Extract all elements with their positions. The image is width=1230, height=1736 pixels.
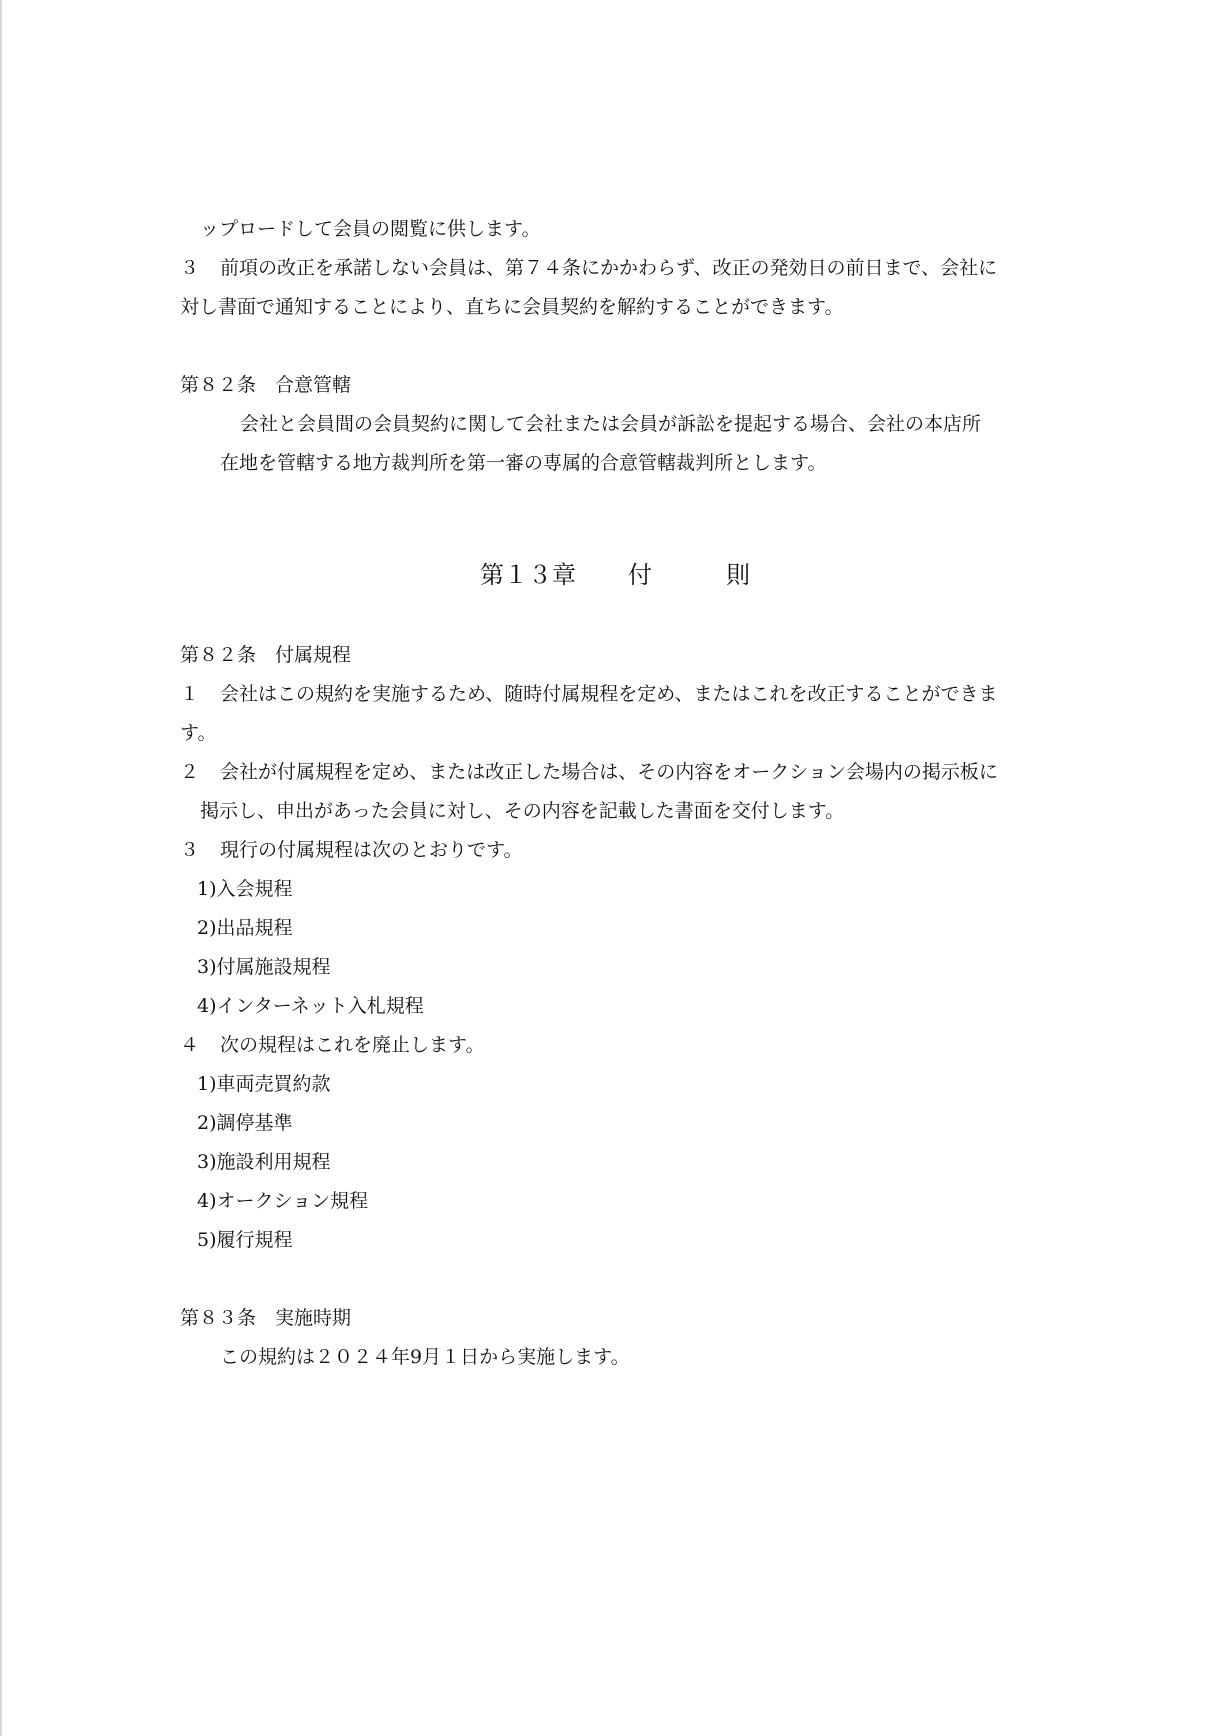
continued-text-line: ップロードして会員の閲覧に供します。 [200, 218, 541, 240]
item-text-line: 次の規程はこれを廃止します。 [220, 1034, 485, 1056]
item-text-line: 掲示し、申出があった会員に対し、その内容を記載した書面を交付します。 [200, 800, 845, 822]
article-heading: 第８２条 合意管轄 [180, 374, 352, 396]
item-number: １ [180, 683, 200, 705]
chapter-number: 第１３章 [480, 561, 576, 589]
item-number: ３ [180, 257, 200, 279]
list-item: 5)履行規程 [197, 1229, 293, 1251]
list-item: 1)車両売買約款 [197, 1073, 331, 1095]
item-number: ４ [180, 1034, 200, 1056]
list-item: 2)調停基準 [197, 1112, 293, 1134]
article-text-line: この規約は２０２４年9月１日から実施します。 [220, 1346, 630, 1368]
chapter-title-char: 付 [628, 561, 652, 589]
item-number: ３ [180, 839, 200, 861]
list-item: 4)オークション規程 [197, 1190, 369, 1212]
chapter-heading [480, 560, 750, 590]
item-text-line: 前項の改正を承諾しない会員は、第７４条にかかわらず、改正の発効日の前日まで、会社に [220, 257, 998, 279]
item-text-line: 現行の付属規程は次のとおりです。 [220, 839, 523, 861]
chapter-title-char: 則 [726, 561, 750, 589]
list-item: 1)入会規程 [197, 878, 293, 900]
item-text-line: 会社はこの規約を実施するため、随時付属規程を定め、またはこれを改正することができま [220, 683, 998, 705]
list-item: 2)出品規程 [197, 917, 293, 939]
item-text-line: す。 [180, 722, 217, 744]
item-text-line: 対し書面で通知することにより、直ちに会員契約を解約することができます。 [180, 296, 844, 318]
list-item: 4)インターネット入札規程 [197, 995, 424, 1017]
article-text-line: 在地を管轄する地方裁判所を第一審の専属的合意管轄裁判所とします。 [220, 452, 827, 474]
item-number: ２ [180, 761, 200, 783]
item-text-line: 会社が付属規程を定め、または改正した場合は、その内容をオークション会場内の掲示板に [220, 761, 998, 783]
article-heading: 第８３条 実施時期 [180, 1307, 352, 1329]
article-text-line: 会社と会員間の会員契約に関して会社または会員が訴訟を提起する場合、会社の本店所 [240, 413, 982, 435]
list-item: 3)付属施設規程 [197, 956, 331, 978]
article-heading: 第８２条 付属規程 [180, 644, 352, 666]
list-item: 3)施設利用規程 [197, 1151, 331, 1173]
page-left-border [0, 0, 2, 1736]
